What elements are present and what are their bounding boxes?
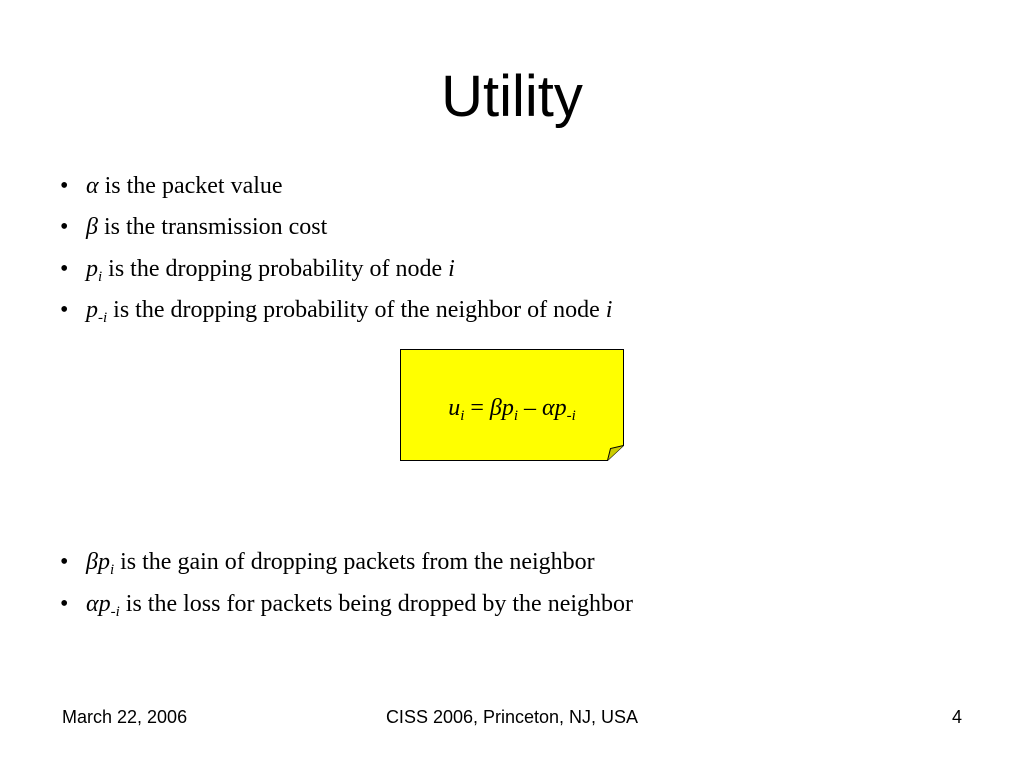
bullet-beta	[60, 212, 327, 242]
bullet-dot: •	[60, 549, 69, 575]
bullet-loss	[60, 589, 633, 619]
bullet-text: is the loss for packets being dropped by the neighbor	[119, 591, 634, 617]
formula-beta-p-sub: i	[513, 408, 519, 424]
footer-page-number: 4	[951, 707, 962, 727]
symbol-i: i	[448, 256, 455, 282]
bullet-dot: •	[60, 256, 69, 282]
formula-minus: –	[518, 395, 543, 421]
bullet-dot: •	[60, 214, 69, 240]
symbol-alpha: α	[86, 173, 99, 199]
subscript-i: i	[109, 562, 115, 578]
bullet-text: is the transmission cost	[97, 214, 328, 240]
subscript-minus-i: -i	[110, 604, 120, 620]
bullet-p-minus-i	[60, 295, 612, 325]
bullet-alpha	[60, 171, 283, 201]
slide-title: Utility	[441, 64, 583, 129]
symbol-p: p	[86, 297, 98, 323]
subscript-i: i	[98, 269, 103, 285]
bullet-text: is the gain of dropping packets from the neighbor	[114, 549, 595, 575]
formula-u-sub: i	[460, 408, 465, 424]
bullet-dot: •	[60, 591, 69, 617]
footer-date: March 22, 2006	[62, 707, 188, 727]
formula-alpha-p-sub: -i	[566, 408, 576, 424]
bullet-text: is the packet value	[98, 173, 283, 199]
bullet-text: is the dropping probability of node	[102, 256, 449, 282]
bullet-text: is the dropping probability of the neighbor of node	[107, 297, 606, 323]
symbol-beta-p: βp	[86, 549, 110, 575]
symbol-alpha-p: αp	[86, 591, 111, 617]
bullet-dot: •	[60, 297, 69, 323]
subscript-minus-i: -i	[98, 310, 108, 326]
symbol-i: i	[605, 297, 613, 323]
bullet-dot: •	[60, 173, 69, 199]
utility-formula	[400, 393, 624, 423]
formula-equals: =	[464, 395, 490, 421]
bullet-gain	[60, 547, 595, 577]
bullet-pi	[60, 254, 455, 284]
formula-u: u	[448, 395, 461, 421]
formula-note	[400, 349, 624, 461]
formula-alpha-p: αp	[542, 395, 567, 421]
symbol-beta: β	[86, 214, 98, 240]
symbol-p: p	[86, 256, 98, 282]
formula-beta-p: βp	[489, 395, 514, 421]
footer-conference: CISS 2006, Princeton, NJ, USA	[385, 707, 639, 727]
